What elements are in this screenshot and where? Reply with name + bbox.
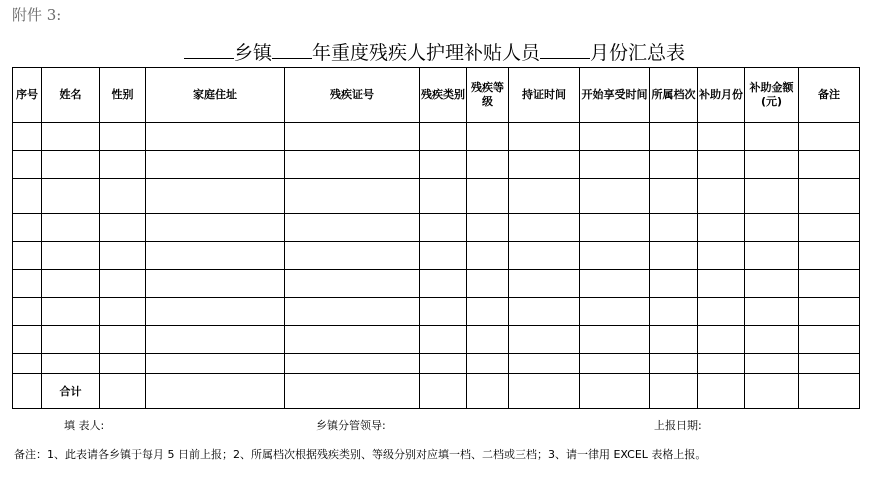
table-cell[interactable]	[580, 270, 650, 298]
signature-row	[0, 417, 869, 433]
table-cell[interactable]	[799, 354, 860, 374]
table-cell[interactable]	[650, 179, 698, 214]
total-label: 合计	[42, 374, 100, 409]
table-cell[interactable]	[650, 326, 698, 354]
table-cell[interactable]	[13, 298, 42, 326]
table-cell[interactable]	[799, 298, 860, 326]
table-cell[interactable]	[509, 354, 580, 374]
table-cell[interactable]	[420, 298, 467, 326]
table-cell[interactable]	[285, 354, 420, 374]
table-cell[interactable]	[509, 374, 580, 409]
table-cell[interactable]	[285, 151, 420, 179]
table-cell[interactable]	[420, 214, 467, 242]
table-row	[13, 214, 860, 242]
table-cell[interactable]	[42, 214, 100, 242]
table-cell[interactable]	[100, 270, 146, 298]
table-cell[interactable]	[13, 214, 42, 242]
table-cell[interactable]	[467, 123, 509, 151]
header-disability-level: 残疾等级	[467, 68, 509, 123]
table-cell[interactable]	[698, 326, 745, 354]
table-cell[interactable]	[745, 214, 799, 242]
table-cell[interactable]	[100, 374, 146, 409]
table-cell[interactable]	[13, 179, 42, 214]
table-row	[13, 179, 860, 214]
table-cell[interactable]	[650, 242, 698, 270]
header-certificate-time: 持证时间	[509, 68, 580, 123]
table-cell[interactable]	[580, 179, 650, 214]
table-cell[interactable]	[42, 179, 100, 214]
table-cell[interactable]	[100, 298, 146, 326]
table-cell[interactable]	[100, 354, 146, 374]
table-cell[interactable]	[100, 326, 146, 354]
title-part-2: 年重度残疾人护理补贴人员	[311, 42, 540, 64]
table-cell[interactable]	[580, 123, 650, 151]
table-cell[interactable]	[799, 242, 860, 270]
title-part-3: 月份汇总表	[590, 42, 686, 64]
table-cell[interactable]	[509, 123, 580, 151]
table-cell[interactable]	[745, 270, 799, 298]
table-cell[interactable]	[467, 354, 509, 374]
table-row	[13, 270, 860, 298]
table-cell[interactable]	[698, 123, 745, 151]
table-cell[interactable]	[745, 123, 799, 151]
table-cell[interactable]	[420, 179, 467, 214]
table-cell[interactable]	[799, 326, 860, 354]
table-cell[interactable]	[650, 123, 698, 151]
header-grade: 所属档次	[650, 68, 698, 123]
township-blank[interactable]	[184, 40, 234, 59]
table-row	[13, 242, 860, 270]
table-cell[interactable]	[146, 179, 285, 214]
header-gender: 性别	[100, 68, 146, 123]
table-cell[interactable]	[285, 326, 420, 354]
table-cell[interactable]	[509, 326, 580, 354]
table-cell[interactable]	[799, 214, 860, 242]
table-cell[interactable]	[467, 151, 509, 179]
table-cell[interactable]	[420, 123, 467, 151]
table-cell[interactable]	[13, 242, 42, 270]
table-cell[interactable]	[467, 326, 509, 354]
table-cell[interactable]	[285, 214, 420, 242]
table-cell[interactable]	[42, 354, 100, 374]
table-cell[interactable]	[467, 270, 509, 298]
leader-label: 乡镇分管领导:	[316, 419, 386, 432]
table-cell[interactable]	[100, 123, 146, 151]
table-cell[interactable]	[420, 354, 467, 374]
header-name: 姓名	[42, 68, 100, 123]
table-cell[interactable]	[285, 298, 420, 326]
table-cell[interactable]	[650, 151, 698, 179]
table-cell[interactable]	[100, 214, 146, 242]
table-cell[interactable]	[650, 214, 698, 242]
table-cell[interactable]	[698, 151, 745, 179]
table-cell[interactable]	[650, 298, 698, 326]
attachment-label: 附件 3:	[12, 6, 62, 24]
header-index: 序号	[13, 68, 42, 123]
table-cell[interactable]	[146, 242, 285, 270]
table-cell[interactable]	[420, 151, 467, 179]
table-cell[interactable]	[42, 242, 100, 270]
header-address: 家庭住址	[146, 68, 285, 123]
table-cell[interactable]	[580, 326, 650, 354]
table-cell[interactable]	[698, 354, 745, 374]
table-cell[interactable]	[100, 242, 146, 270]
table-cell[interactable]	[799, 123, 860, 151]
table-cell[interactable]	[13, 123, 42, 151]
table-cell[interactable]	[580, 151, 650, 179]
header-subsidy-amount: 补助金额(元)	[745, 68, 799, 123]
table-row	[13, 151, 860, 179]
table-cell[interactable]	[745, 242, 799, 270]
table-cell[interactable]	[146, 326, 285, 354]
table-cell[interactable]	[698, 242, 745, 270]
table-cell[interactable]	[146, 374, 285, 409]
table-cell[interactable]	[580, 354, 650, 374]
table-cell[interactable]	[580, 374, 650, 409]
table-cell[interactable]	[698, 374, 745, 409]
table-cell[interactable]	[285, 179, 420, 214]
table-cell[interactable]	[467, 374, 509, 409]
form-title	[0, 38, 869, 65]
table-cell[interactable]	[146, 270, 285, 298]
header-start-time: 开始享受时间	[580, 68, 650, 123]
table-cell[interactable]	[799, 179, 860, 214]
table-cell[interactable]	[285, 242, 420, 270]
table-cell[interactable]	[509, 151, 580, 179]
table-cell[interactable]	[13, 326, 42, 354]
table-cell[interactable]	[42, 151, 100, 179]
table-cell[interactable]	[13, 354, 42, 374]
table-cell[interactable]	[509, 270, 580, 298]
table-body	[13, 123, 860, 374]
table-cell[interactable]	[745, 151, 799, 179]
notes-text: 备注：1、此表请各乡镇于每月 5 日前上报；2、所属档次根据残疾类别、等级分别对应填一档、二档或三档；3、请一律用 EXCEL 表格上报。	[14, 448, 707, 461]
header-disability-type: 残疾类别	[420, 68, 467, 123]
table-cell[interactable]	[799, 270, 860, 298]
header-certificate-number: 残疾证号	[285, 68, 420, 123]
table-cell[interactable]	[650, 374, 698, 409]
table-cell[interactable]	[13, 151, 42, 179]
table-cell[interactable]	[799, 374, 860, 409]
table-cell[interactable]	[100, 151, 146, 179]
table-cell[interactable]	[650, 354, 698, 374]
table-cell[interactable]	[13, 374, 42, 409]
table-cell[interactable]	[509, 179, 580, 214]
table-cell[interactable]	[698, 179, 745, 214]
table-cell[interactable]	[509, 214, 580, 242]
header-subsidy-month: 补助月份	[698, 68, 745, 123]
table-cell[interactable]	[698, 298, 745, 326]
year-blank[interactable]	[272, 40, 312, 59]
table-row	[13, 354, 860, 374]
table-cell[interactable]	[467, 179, 509, 214]
table-cell[interactable]	[580, 242, 650, 270]
table-cell[interactable]	[146, 214, 285, 242]
title-part-1: 乡镇	[233, 42, 272, 64]
table-cell[interactable]	[745, 374, 799, 409]
summary-table	[12, 67, 860, 409]
table-cell[interactable]	[146, 298, 285, 326]
table-cell[interactable]	[745, 298, 799, 326]
table-cell[interactable]	[42, 326, 100, 354]
table-cell[interactable]	[467, 214, 509, 242]
table-cell[interactable]	[698, 214, 745, 242]
table-cell[interactable]	[42, 270, 100, 298]
table-cell[interactable]	[146, 123, 285, 151]
table-cell[interactable]	[799, 151, 860, 179]
table-cell[interactable]	[420, 242, 467, 270]
filler-label: 填 表人:	[64, 419, 105, 432]
table-row	[13, 326, 860, 354]
table-cell[interactable]	[42, 123, 100, 151]
table-cell[interactable]	[285, 123, 420, 151]
table-cell[interactable]	[745, 326, 799, 354]
table-row	[13, 298, 860, 326]
table-cell[interactable]	[420, 270, 467, 298]
table-cell[interactable]	[467, 298, 509, 326]
table-cell[interactable]	[467, 242, 509, 270]
table-cell[interactable]	[285, 270, 420, 298]
table-cell[interactable]	[100, 179, 146, 214]
table-cell[interactable]	[745, 179, 799, 214]
table-cell[interactable]	[42, 298, 100, 326]
table-cell[interactable]	[285, 374, 420, 409]
table-cell[interactable]	[509, 298, 580, 326]
report-date-label: 上报日期:	[654, 419, 702, 432]
table-row	[13, 123, 860, 151]
header-remarks: 备注	[799, 68, 860, 123]
table-cell[interactable]	[146, 354, 285, 374]
table-cell[interactable]	[745, 354, 799, 374]
table-cell[interactable]	[698, 270, 745, 298]
table-cell[interactable]	[420, 326, 467, 354]
table-cell[interactable]	[650, 270, 698, 298]
table-cell[interactable]	[13, 270, 42, 298]
month-blank[interactable]	[540, 40, 590, 59]
total-row	[13, 374, 860, 409]
header-row	[13, 68, 860, 123]
table-cell[interactable]	[509, 242, 580, 270]
table-cell[interactable]	[580, 214, 650, 242]
table-cell[interactable]	[146, 151, 285, 179]
table-cell[interactable]	[580, 298, 650, 326]
table-cell[interactable]	[420, 374, 467, 409]
